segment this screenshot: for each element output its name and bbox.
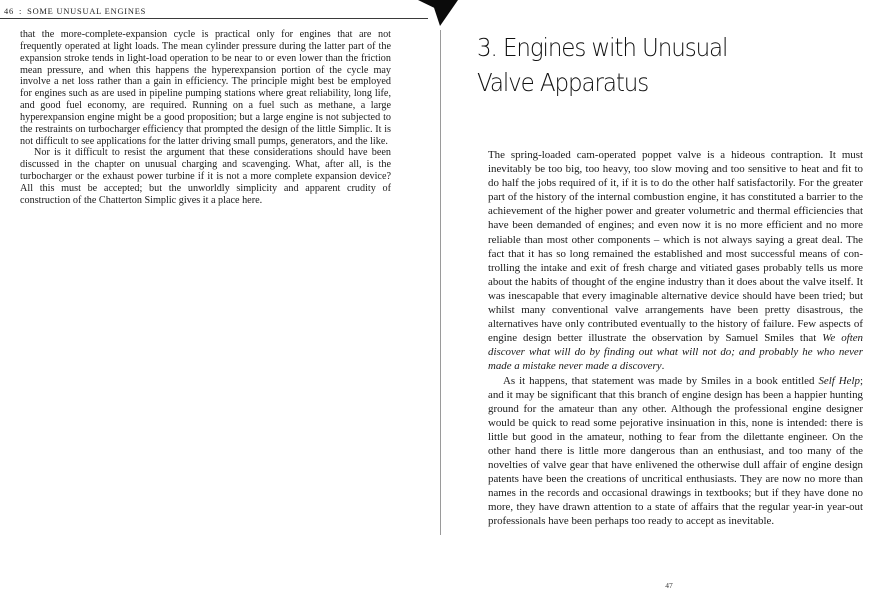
left-paragraph-2: Nor is it difficult to resist the argument that these considerations should have been discussed in the chapter on unusual charging and scavenging. What, after all, is the turbocharger or the exhaust power turbine if it is not a more complete expansion device? All this must be accepted; but the unworldly simplicity and apparent crudity of construction of the Chatterton Simplic gives it a place here. (20, 147, 391, 206)
paragraph-1-text: The spring-loaded cam-operated poppet valve is a hideous contraption. It must inevitably be too big, too heavy, too slow moving and too sensitive to heat and fit to do half the jobs required of it, if it is to do the other half satisfactorily. For the greater part of the history of the internal combustion engine, it has constituted a barrier to the achievement of the higher power and greater volumetric and thermal efficiencies that have been demanded of engines; and even now it is no more efficient and no more reliable than most other components – which is not always saying a great deal. The fact that it has so long remained the established and most successful means of controlling the intake and exit of fresh charge and vitiated gases probably tells us more about the habits of thought of the engine industry than it does about the valve itself. It was inescapable that every imaginable alternative device should have been tried; but whilst many conventional valve arrangements have been pretty disastrous, the alternatives have only contributed eventually to the history of failure. Few aspects of engine design better illustrate the observation by Samuel Smiles that (488, 149, 863, 345)
running-head-rule (0, 18, 428, 19)
page-number-left: 46 (4, 7, 14, 16)
left-body-text (20, 29, 391, 207)
running-head-title: SOME UNUSUAL ENGINES (27, 7, 147, 16)
running-head-separator: : (18, 7, 23, 16)
paragraph-2-start: As it happens, that statement was made by Smiles in a book entitled (503, 374, 819, 387)
chapter-title (477, 30, 827, 100)
chapter-title-line-1: 3. Engines with Unusual (477, 33, 728, 62)
right-paragraph-1 (488, 148, 863, 374)
page-number-right: 47 (665, 581, 673, 590)
paragraph-2-text: ; and it may be significant that this branch of engine design has been a happier hunting ground for the amateur than any other. Although the professional engine designer would be quick to read some pejorative insinuation in this, none is intended: there is little but good in the amateur, nothing to fear from the dilettante engineer. On the other hand there is little more dangerous than an enthusiast, and too many of the novelties of valve gear that have enlivened the otherwise dull affair of engine design patents have been the creations of uncritical enthusiasts. They are now no more than names in the records and occasional drawings in textbooks; but if they have done no more, they have drawn attention to a state of affairs that the regular year-in year-out professionals have been perhaps too ready to accept as inevitable. (488, 374, 863, 528)
right-body-text (488, 148, 863, 529)
paragraph-1-end: . (661, 360, 665, 373)
gutter-fold-line (440, 30, 441, 535)
right-paragraph-2 (488, 374, 863, 529)
chapter-title-line-2: Valve Apparatus (477, 68, 649, 97)
right-page (444, 0, 874, 608)
left-paragraph-1: that the more-complete-expansion cycle is practical only for engines that are not frequently operated at light loads. The mean cylinder pressure during the latter part of the expansion stroke tends in light-load operation to be near to or even lower than the friction mean pressure, and when this happens the hyperexpansion portion of the cycle may involve a net loss rather than a gain in efficiency. The principle might best be employed for engines such as are used in pipeline pumping stations where great reliability, long life, and good fuel economy, are required. Running on a fuel such as methane, a large hyperexpansion engine might be a good proposition; but a large engine is not subjected to the restraints on turbocharger efficiency that prompted the design of the little Simplic. It is not difficult to see applications for the latter driving small pumps, generators, and the like. (20, 29, 391, 147)
left-page (0, 0, 432, 608)
book-title-self-help: Self Help (818, 374, 860, 387)
smiles-quote: We often discover what will do by finding out what will not do; and probably he who never made a mistake never made a discovery (488, 332, 864, 373)
